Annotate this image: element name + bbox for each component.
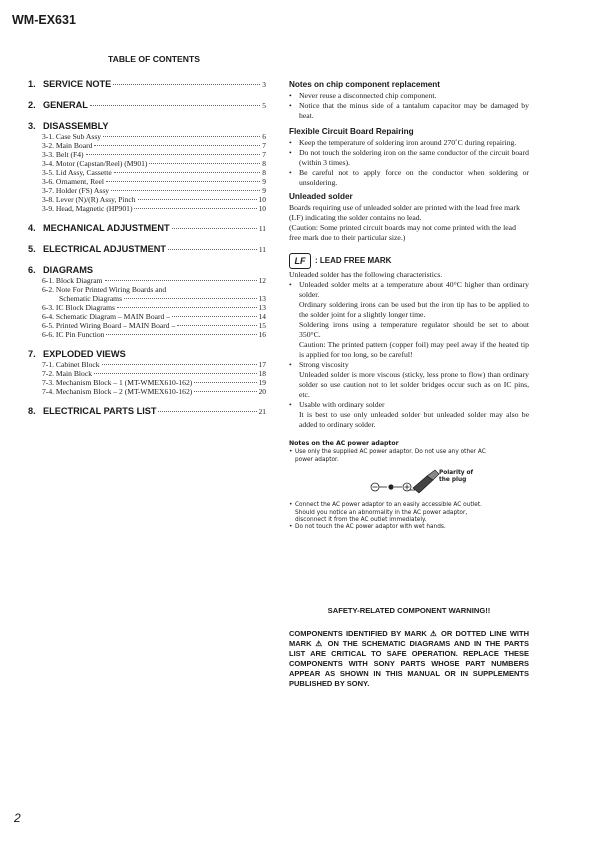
toc-section — [28, 243, 266, 255]
toc-section-number: 3. — [28, 121, 36, 131]
toc-page-number: 6 — [262, 132, 266, 141]
toc-entry-label: 6-2. Note For Printed Wiring Boards and — [42, 285, 167, 294]
toc-section-heading[interactable] — [28, 120, 266, 132]
toc-section-number: 7. — [28, 349, 36, 359]
toc-entry[interactable] — [28, 312, 266, 321]
toc-entry[interactable] — [28, 294, 266, 303]
toc-page-number: 7 — [262, 150, 266, 159]
toc-title: TABLE OF CONTENTS — [108, 54, 200, 64]
toc-page-number: 15 — [258, 321, 266, 330]
toc-page-number: 21 — [258, 407, 266, 416]
toc-leader-dots — [177, 325, 256, 326]
toc-section — [28, 348, 266, 396]
toc-leader-dots — [102, 364, 257, 365]
toc-entry-label: 3-9. Head, Magnetic (HP901) — [42, 204, 133, 213]
toc-section-title: ELECTRICAL PARTS LIST — [43, 406, 157, 416]
toc-leader-dots — [194, 382, 256, 383]
toc-entry-label: 7-4. Mechanism Block – 2 (MT-WMEX610-162) — [42, 387, 193, 396]
toc-page-number: 8 — [262, 168, 266, 177]
toc-section-title: SERVICE NOTE — [43, 79, 112, 89]
toc-page-number: 8 — [262, 159, 266, 168]
plug-polarity-icon — [369, 466, 441, 500]
flex-board-title: Flexible Circuit Board Repairing — [289, 127, 414, 136]
toc-entry[interactable] — [28, 303, 266, 312]
toc-page-number: 18 — [258, 369, 266, 378]
flex-board-list — [289, 138, 529, 188]
toc-leader-dots — [106, 334, 256, 335]
model-name: WM-EX631 — [12, 13, 76, 27]
toc-page-number: 12 — [258, 276, 266, 285]
toc-section-title: MECHANICAL ADJUSTMENT — [43, 223, 170, 233]
toc-leader-dots — [114, 172, 261, 173]
unleaded-body: Boards requiring use of unleaded solder are printed with the lead free mark (LF) indicating the solder contains no lead. — [289, 203, 520, 222]
list-item: • Unleaded solder melts at a temperature about 40°C higher than ordinary solder. Ordinary soldering irons can be used but the iron tip has to be applied to the solder joint for a slightly longer time. Soldering irons using a temperature regulator should be set to about 350°C. Caution: The printed pattern (copper foil) may peel away if the heated tip is applied for too long, so be careful! — [289, 280, 529, 360]
unleaded-caution: (Caution: Some printed circuit boards may not come printed with the lead free mark due to their particular size.) — [289, 223, 516, 242]
plug-polarity-figure — [289, 464, 529, 502]
toc-entry-label: 3-8. Lever (N)/(R) Assy, Pinch — [42, 195, 136, 204]
list-item: • Connect the AC power adaptor to an easily accessible AC outlet. Should you notice an abnormality in the AC power adaptor, disconnect it from the AC outlet immediately. — [289, 502, 491, 524]
toc-page-number: 3 — [262, 80, 266, 89]
toc-entry-label: 6-3. IC Block Diagrams — [42, 303, 115, 312]
toc-section-title: ELECTRICAL ADJUSTMENT — [43, 244, 167, 254]
toc-entry-label: 7-3. Mechanism Block – 1 (MT-WMEX610-162) — [42, 378, 193, 387]
toc-entry-label: 3-4. Motor (Capstan/Reel) (M901) — [42, 159, 148, 168]
toc-entry[interactable] — [28, 360, 266, 369]
toc-leader-dots — [103, 136, 260, 137]
safety-warning-title: SAFETY-RELATED COMPONENT WARNING!! — [327, 606, 491, 615]
toc-entry-label: 3-2. Main Board — [42, 141, 93, 150]
toc-section-number: 2. — [28, 100, 36, 110]
toc-entry-label: 6-6. IC Pin Function — [42, 330, 105, 339]
list-item: • Usable with ordinary solder It is best to use only unleaded solder but unleaded solder may also be added to ordinary solder. — [289, 400, 529, 430]
toc-entry[interactable] — [28, 186, 266, 195]
toc-section-heading[interactable] — [28, 264, 266, 276]
toc-page-number: 17 — [258, 360, 266, 369]
toc-leader-dots — [106, 181, 260, 182]
lead-free-list — [289, 280, 529, 430]
list-item: • Do not touch the AC power adaptor with wet hands. — [289, 524, 495, 531]
toc-entry[interactable] — [28, 330, 266, 339]
page-number: 2 — [14, 811, 21, 825]
lead-free-title: : LEAD FREE MARK — [315, 256, 392, 265]
toc-entry-label: 3-1. Case Sub Assy — [42, 132, 102, 141]
toc-entry[interactable] — [28, 150, 266, 159]
toc-leader-dots — [138, 199, 257, 200]
toc-leader-dots — [105, 280, 257, 281]
toc-entry[interactable] — [28, 276, 266, 285]
toc-page-number: 14 — [258, 312, 266, 321]
toc-entry-label: 6-5. Printed Wiring Board – MAIN Board – — [42, 321, 176, 330]
service-notes — [289, 76, 529, 532]
toc-section-number: 8. — [28, 406, 36, 416]
toc-section — [28, 78, 266, 90]
toc-entry[interactable] — [28, 369, 266, 378]
list-item: • Be careful not to apply force on the conductor when soldering or unsoldering. — [289, 168, 529, 188]
toc-page-number: 7 — [262, 141, 266, 150]
toc-entry-label: Schematic Diagrams — [59, 294, 123, 303]
toc-sections — [28, 78, 266, 417]
toc-entry-label: 3-5. Lid Assy, Cassette — [42, 168, 112, 177]
chip-notes-title: Notes on chip component replacement — [289, 80, 441, 89]
toc-section-heading[interactable] — [28, 78, 266, 90]
toc-section — [28, 264, 266, 339]
toc-entry[interactable] — [28, 168, 266, 177]
toc-section — [28, 405, 266, 417]
list-item: • Strong viscosity Unleaded solder is more viscous (sticky, less prone to flow) than ordinary solder so use caution not to let solder bridges occur such as on IC pins, etc. — [289, 360, 529, 400]
toc-section-heading[interactable] — [28, 99, 266, 111]
toc-section-number: 6. — [28, 265, 36, 275]
toc-section-number: 5. — [28, 244, 36, 254]
toc-page-number: 13 — [258, 303, 266, 312]
ac-adaptor-notes — [289, 440, 529, 532]
toc-page-number: 11 — [258, 245, 266, 254]
toc-page-number: 19 — [258, 378, 266, 387]
toc-section-title: GENERAL — [43, 100, 88, 110]
toc-page-number: 11 — [258, 224, 266, 233]
toc-section-heading[interactable] — [28, 348, 266, 360]
list-item: • Keep the temperature of soldering iron around 270˚C during repairing. — [289, 138, 529, 148]
toc-section-heading[interactable] — [28, 222, 266, 234]
toc-page-number: 9 — [262, 186, 266, 195]
toc-section — [28, 222, 266, 234]
toc-leader-dots — [94, 145, 260, 146]
toc-entry[interactable] — [28, 378, 266, 387]
toc-leader-dots — [149, 163, 260, 164]
ac-adaptor-title: Notes on the AC power adaptor — [289, 440, 399, 447]
toc-leader-dots — [134, 208, 256, 209]
toc-entry-label: 3-6. Ornament, Reel — [42, 177, 104, 186]
toc-entry[interactable] — [28, 204, 266, 213]
toc-entry-label: 3-3. Belt (F4) — [42, 150, 84, 159]
toc-leader-dots — [158, 411, 256, 412]
toc-leader-dots — [113, 84, 260, 85]
toc-page-number: 9 — [262, 177, 266, 186]
toc-section-title: DISASSEMBLY — [43, 121, 109, 131]
toc-section-number: 1. — [28, 79, 36, 89]
toc-section-title: DIAGRAMS — [43, 265, 94, 275]
toc-page-number: 13 — [258, 294, 266, 303]
list-item: • Use only the supplied AC power adaptor. Do not use any other AC power adaptor. — [289, 449, 495, 464]
toc-section-title: EXPLODED VIEWS — [43, 349, 126, 359]
toc-section-heading[interactable] — [28, 405, 266, 417]
toc-entry[interactable] — [28, 132, 266, 141]
toc-section — [28, 99, 266, 111]
toc-entry[interactable] — [28, 321, 266, 330]
toc-leader-dots — [111, 190, 260, 191]
toc-page-number: 10 — [258, 204, 266, 213]
toc-section-heading[interactable] — [28, 243, 266, 255]
unleaded-title: Unleaded solder — [289, 192, 353, 201]
toc-entry[interactable] — [28, 387, 266, 396]
toc-leader-dots — [168, 249, 257, 250]
list-item: • Notice that the minus side of a tantalum capacitor may be damaged by heat. — [289, 101, 529, 121]
toc-leader-dots — [124, 298, 257, 299]
toc-entry[interactable] — [28, 159, 266, 168]
polarity-label: Polarity of the plug — [439, 470, 474, 484]
toc-leader-dots — [117, 307, 257, 308]
lead-free-heading — [289, 253, 529, 269]
toc-page-number: 16 — [258, 330, 266, 339]
list-item: • Do not touch the soldering iron on the same conductor of the circuit board (within 3 times). — [289, 148, 529, 168]
toc-entry[interactable] — [28, 285, 266, 294]
toc-section — [28, 120, 266, 213]
toc-entry[interactable] — [28, 195, 266, 204]
chip-notes-list — [289, 91, 529, 121]
toc-leader-dots — [90, 105, 260, 106]
toc-page-number: 5 — [262, 101, 266, 110]
toc-leader-dots — [172, 316, 257, 317]
lead-free-logo-icon: LF — [289, 253, 311, 269]
toc-entry[interactable] — [28, 141, 266, 150]
toc-leader-dots — [94, 373, 257, 374]
toc-leader-dots — [194, 391, 256, 392]
toc-page-number: 20 — [258, 387, 266, 396]
toc-entry-label: 7-2. Main Block — [42, 369, 92, 378]
safety-warning — [289, 606, 529, 689]
toc-entry-label: 7-1. Cabinet Block — [42, 360, 100, 369]
toc-leader-dots — [86, 154, 261, 155]
safety-warning-body: COMPONENTS IDENTIFIED BY MARK ⚠ OR DOTTED LINE WITH MARK ⚠ ON THE SCHEMATIC DIAGRAMS AND IN THE PARTS LIST ARE CRITICAL TO SAFE OPERATION. REPLACE THESE COMPONENTS WITH SONY PARTS WHOSE PART NUMBERS APPEAR AS SHOWN IN THIS MANUAL OR IN SUPPLEMENTS PUBLISHED BY SONY. — [289, 629, 529, 688]
toc-entry-label: 6-1. Block Diagram — [42, 276, 103, 285]
toc-entry-label: 3-7. Holder (FS) Assy — [42, 186, 110, 195]
lead-free-intro: Unleaded solder has the following characteristics. — [289, 270, 443, 279]
toc-entry-label: 6-4. Schematic Diagram – MAIN Board – — [42, 312, 171, 321]
toc-section-number: 4. — [28, 223, 36, 233]
table-of-contents — [28, 54, 266, 426]
toc-leader-dots — [172, 228, 257, 229]
toc-entry[interactable] — [28, 177, 266, 186]
list-item: • Never reuse a disconnected chip component. — [289, 91, 529, 101]
toc-page-number: 10 — [258, 195, 266, 204]
